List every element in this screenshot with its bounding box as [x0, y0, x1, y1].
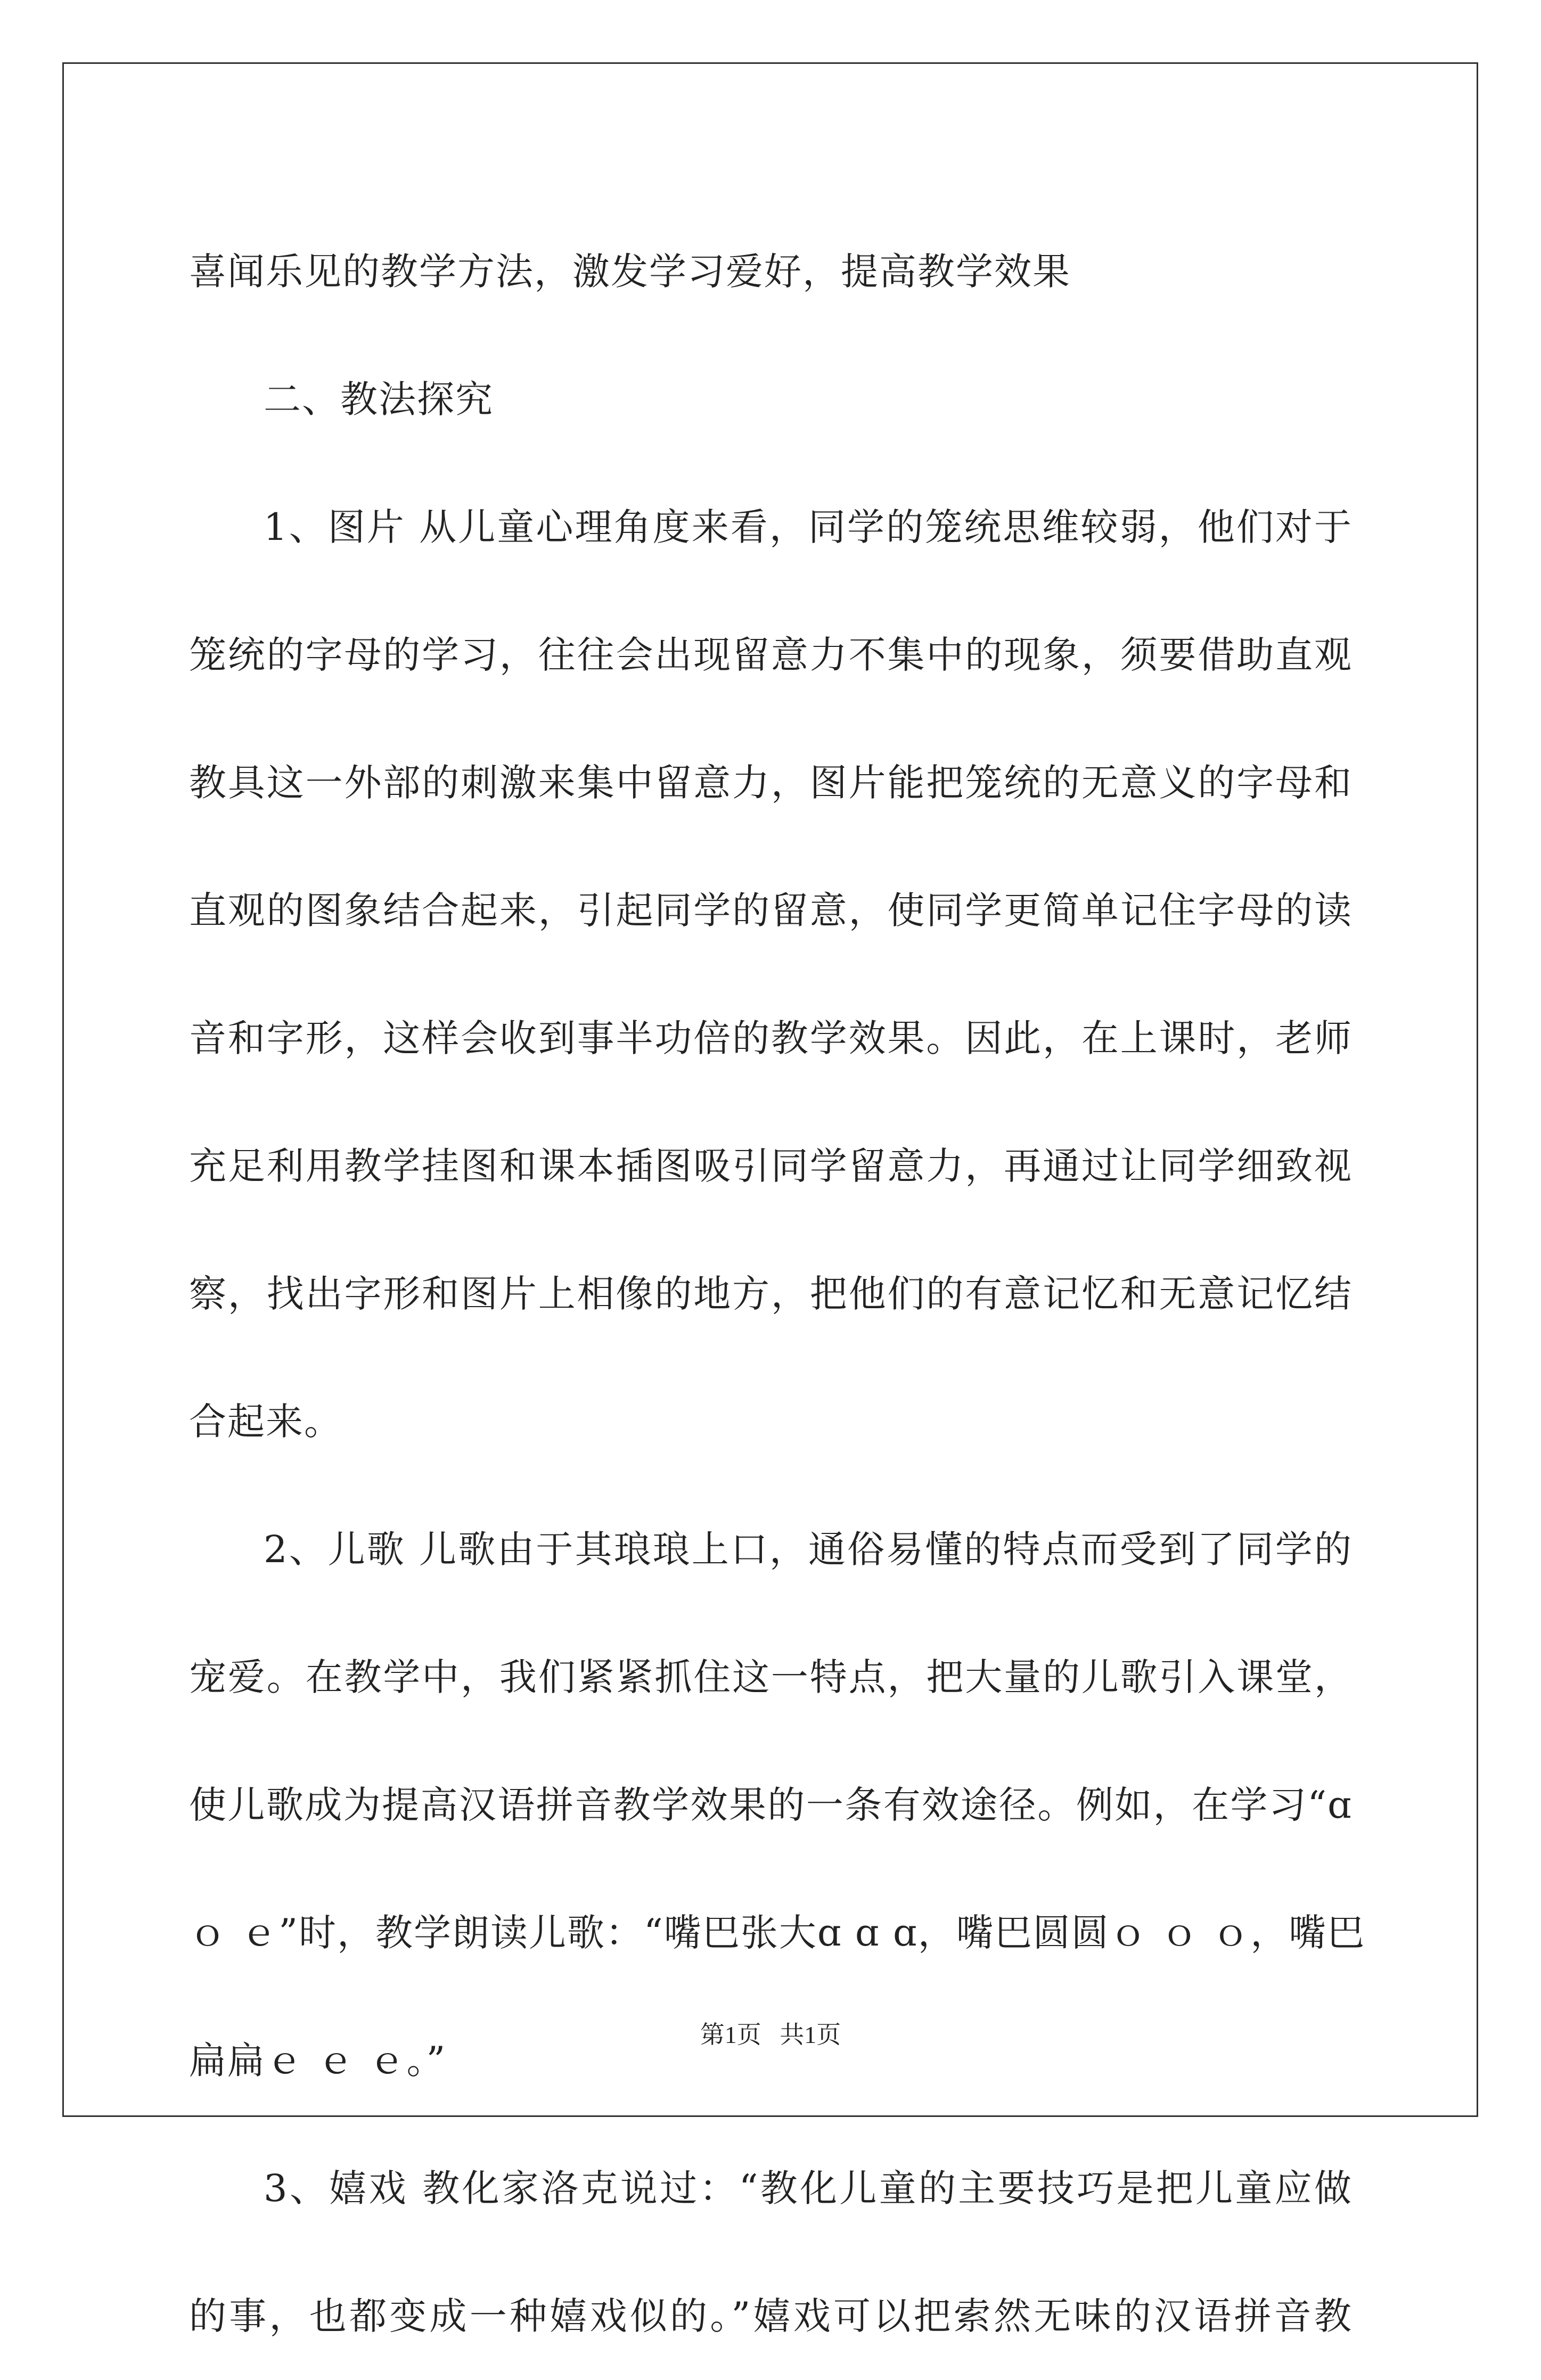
text-line: 察，找出字形和图片上相像的地方，把他们的有意记忆和无意记忆结 [189, 1272, 1353, 1316]
text-line: 直观的图象结合起来，引起同学的留意，使同学更简单记住字母的读 [189, 889, 1353, 932]
text-line: 使儿歌成为提高汉语拼音教学效果的一条有效途径。例如，在学习“ɑ [189, 1783, 1353, 1827]
text-line: 1、图片 从儿童心理角度来看，同学的笼统思维较弱，他们对于 [264, 505, 1353, 549]
text-line: 笼统的字母的学习，往往会出现留意力不集中的现象，须要借助直观 [189, 633, 1353, 677]
text-line: 2、儿歌 儿歌由于其琅琅上口，通俗易懂的特点而受到了同学的 [264, 1528, 1353, 1571]
text-line: 喜闻乐见的教学方法，激发学习爱好，提高教学效果 [189, 250, 1071, 293]
text-line: 合起来。 [189, 1400, 342, 1443]
text-line: 教具这一外部的刺激来集中留意力，图片能把笼统的无意义的字母和 [189, 761, 1353, 805]
document-body [189, 208, 1366, 2380]
text-line: 充足利用教学挂图和课本插图吸引同学留意力，再通过让同学细致视 [189, 1144, 1353, 1188]
text-line: 扁扁ｅ ｅ ｅ。” [189, 2039, 447, 2082]
text-line: 音和字形，这样会收到事半功倍的教学效果。因此，在上课时，老师 [189, 1016, 1353, 1060]
text-line: 宠爱。在教学中，我们紧紧抓住这一特点，把大量的儿歌引入课堂， [189, 1655, 1353, 1699]
page-footer: 第1页 共1页 [700, 2021, 841, 2048]
text-line: 3、嬉戏 教化家洛克说过：“教化儿童的主要技巧是把儿童应做 [264, 2166, 1353, 2210]
section-heading: 二、教法探究 [264, 377, 494, 421]
text-line: ｏ ｅ”时，教学朗读儿歌：“嘴巴张大ɑ ɑ ɑ，嘴巴圆圆ｏ ｏ ｏ，嘴巴 [189, 1911, 1366, 1955]
text-line: 的事，也都变成一种嬉戏似的。”嬉戏可以把索然无味的汉语拼音教 [189, 2294, 1353, 2338]
